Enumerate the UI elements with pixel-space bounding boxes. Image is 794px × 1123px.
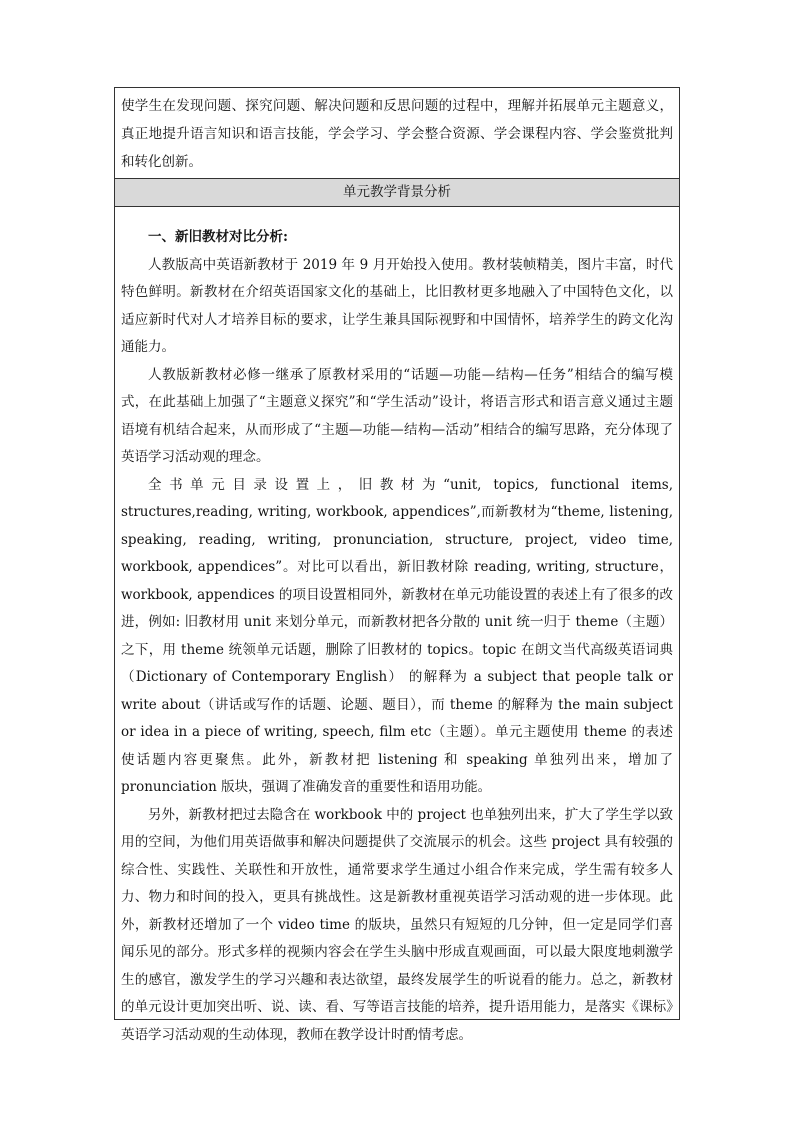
intro-paragraph: 使学生在发现问题、探究问题、解决问题和反思问题的过程中，理解并拓展单元主题意义，真正地提升语言知识和语言技能，学会学习、学会整合资源、学会课程内容、学会鉴赏批判和转化创新。	[121, 98, 673, 170]
document-table	[114, 87, 680, 1043]
table-cell-intro	[115, 88, 679, 179]
section-heading: 一、新旧教材对比分析:	[148, 229, 288, 245]
paragraph-1: 人教版高中英语新教材于 2019 年 9 月开始投入使用。教材装帧精美，图片丰富，时代特色鲜明。新教材在介绍英语国家文化的基础上，比旧教材更多地融入了中国特色文化，以适应新时代对人才培养目标的要求，让学生兼具国际视野和中国情怀，培养学生的跨文化沟通能力。	[121, 256, 673, 355]
paragraph-2: 人教版新教材必修一继承了原教材采用的“话题—功能—结构—任务”相结合的编写模式，在此基础上加强了“主题意义探究”和“学生活动”设计，将语言形式和语言意义通过主题语境有机结合起来，从而形成了“主题—功能—结构—活动”相结合的编写思路，充分体现了英语学习活动观的理念。	[121, 366, 673, 465]
section-header: 单元教学背景分析	[115, 179, 679, 207]
paragraph-3: 全书单元目录设置上，旧教材为“unit, topics, functional items, structures,reading, writing, workbook, appendices”,而新教材为“theme, listening, speaking, reading, writing, pronunciation, structure, project, video time, workbook, appendices”。对比可以看出，新旧教材除 reading, writing, structure，workbook, appendices 的项目设置相同外，新教材在单元功能设置的表述上有了很多的改进，例如: 旧教材用 unit 来划分单元，而新教材把各分散的 unit 统一归于 theme（主题）之下，用 theme 统领单元话题，删除了旧教材的 topics。topic 在朗文当代高级英语词典（Dictionary of Contemporary English） 的解释为 a subject that people talk or write about（讲话或写作的话题、论题、题目），而 theme 的解释为 the main subject or idea in a piece of writing, speech, film etc（主题）。单元主题使用 theme 的表述使话题内容更聚焦。此外，新教材把 listening 和 speaking 单独列出来，增加了 pronunciation 版块，强调了准确发音的重要性和语用功能。	[121, 476, 673, 795]
paragraph-4: 另外，新教材把过去隐含在 workbook 中的 project 也单独列出来，扩大了学生学以致用的空间，为他们用英语做事和解决问题提供了交流展示的机会。这些 project 具有较强的综合性、实践性、关联性和开放性，通常要求学生通过小组合作来完成，学生需有较多人力、物力和时间的投入，更具有挑战性。这是新教材重视英语学习活动观的进一步体现。此外，新教材还增加了一个 video time 的版块，虽然只有短短的几分钟，但一定是同学们喜闻乐见的部分。形式多样的视频内容会在学生头脑中形成直观画面，可以最大限度地刺激学生的感官，激发学生的学习兴趣和表达欲望，最终发展学生的听说看的能力。总之，新教材的单元设计更加突出听、说、读、看、写等语言技能的培养，提升语用能力，是落实《课标》英语学习活动观的生动体现，教师在教学设计时酌情考虑。	[121, 806, 673, 1043]
table-cell-analysis	[115, 207, 679, 1049]
